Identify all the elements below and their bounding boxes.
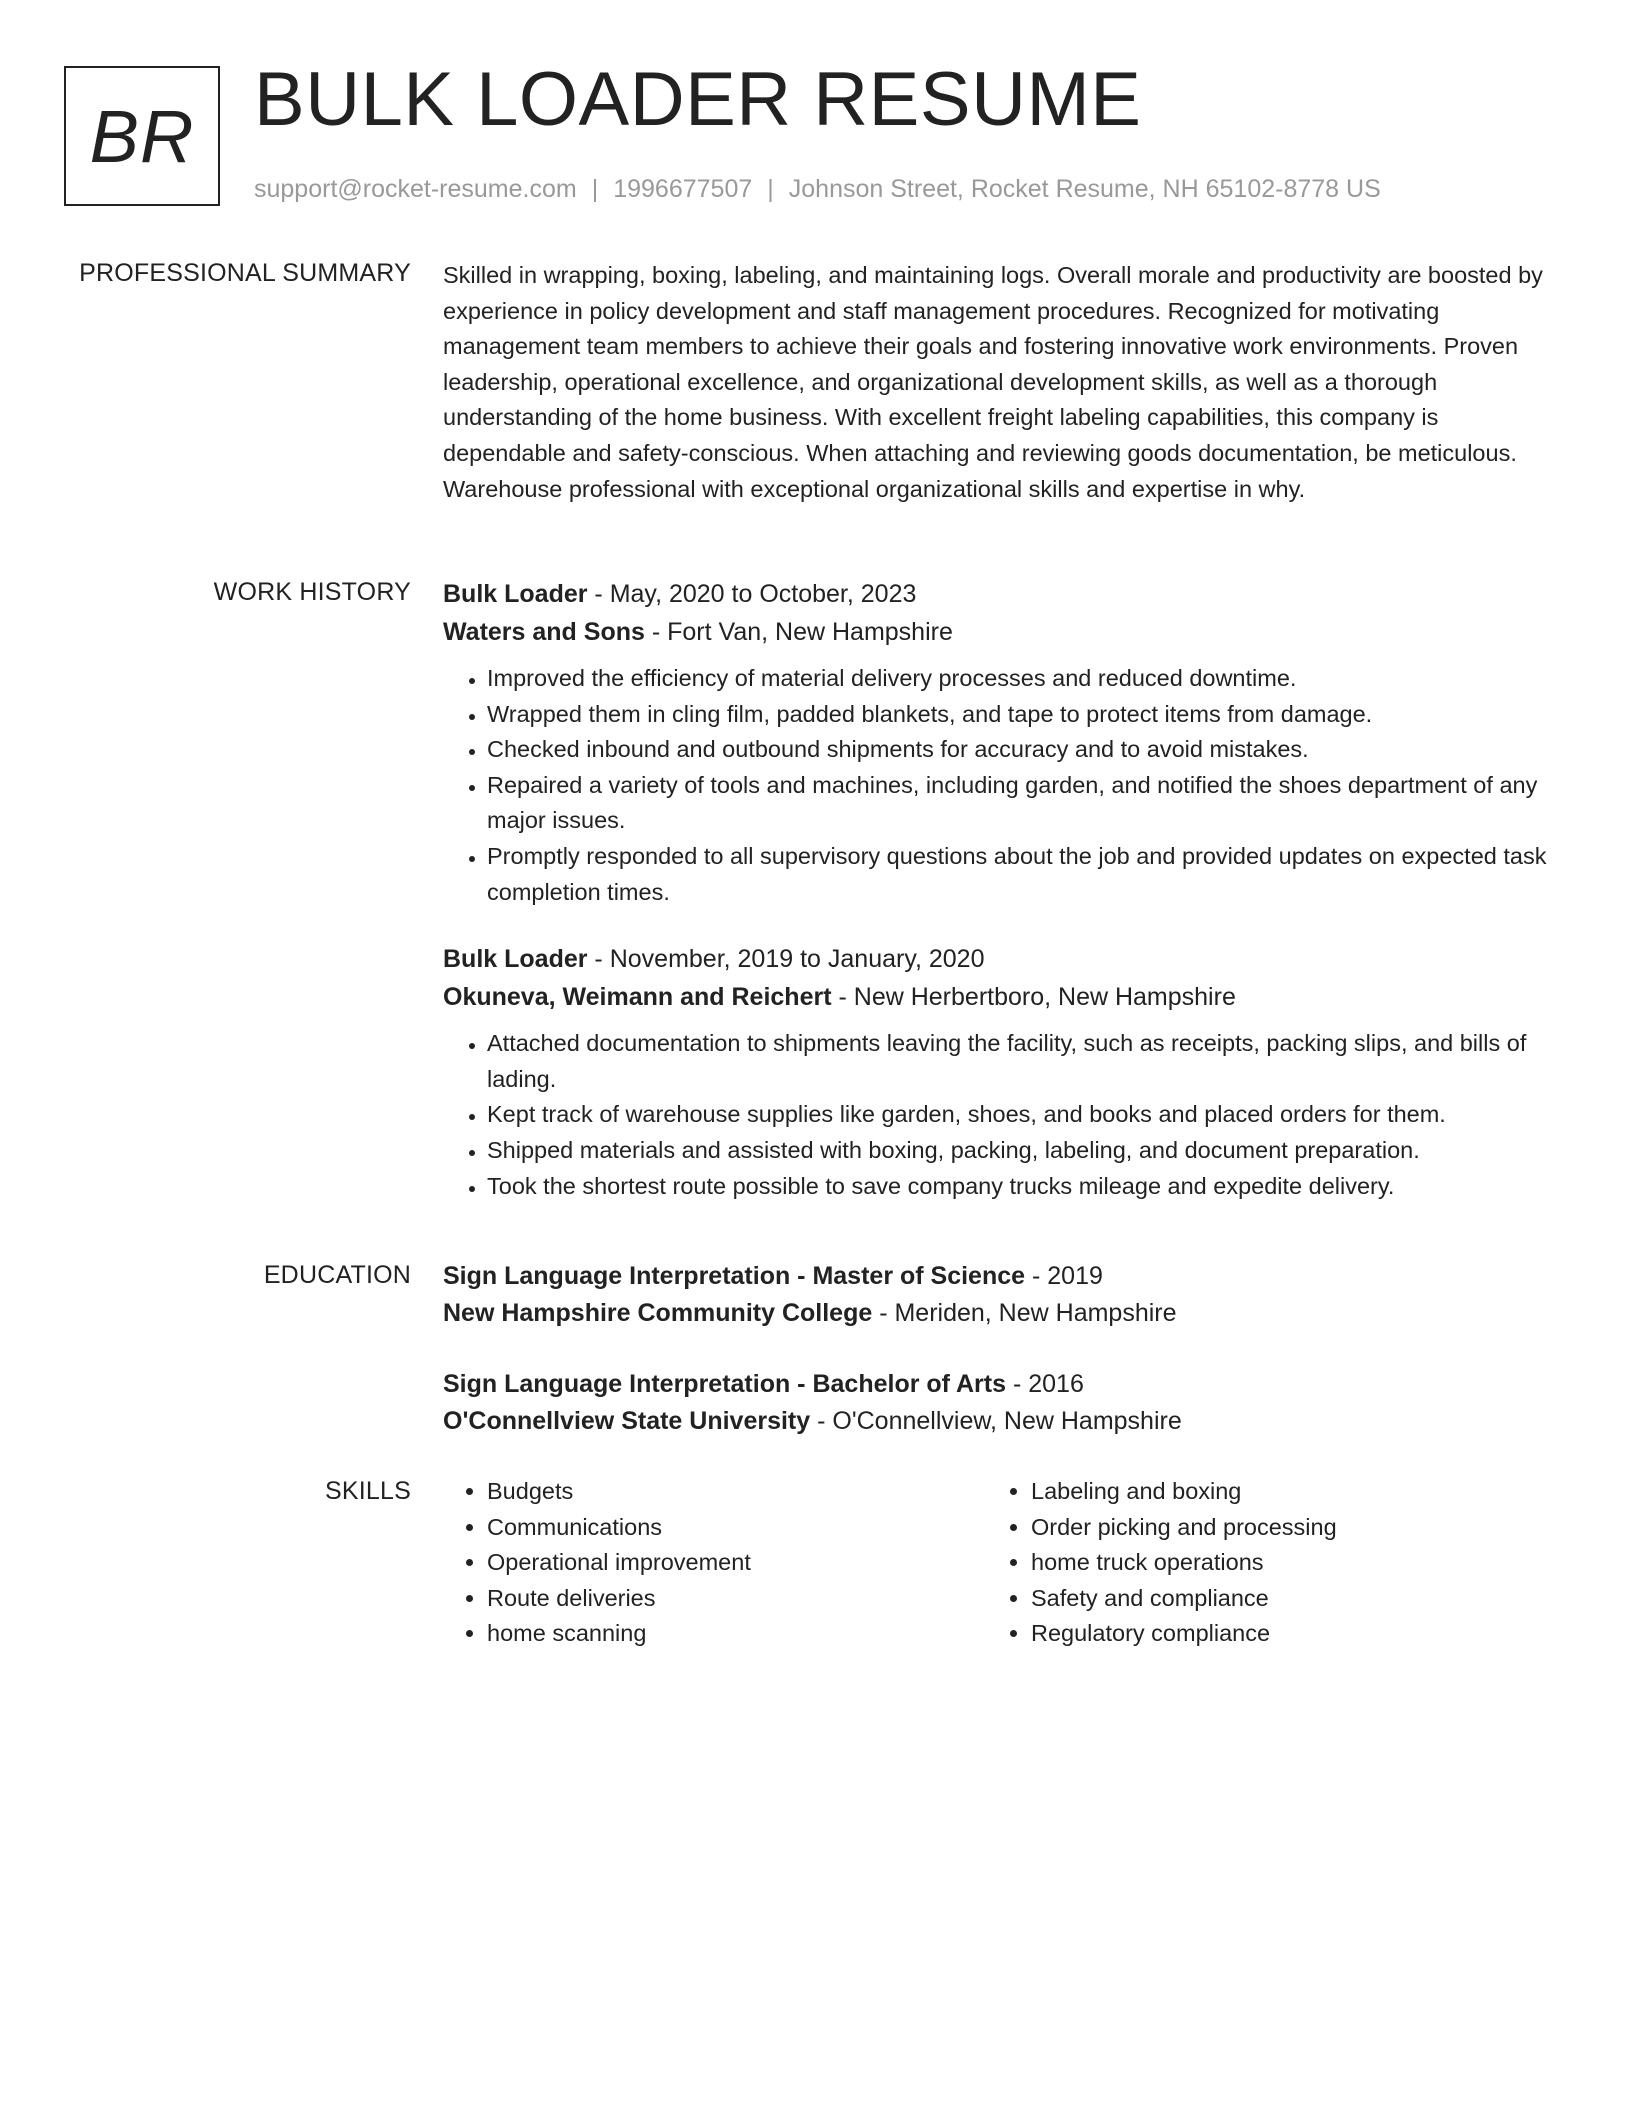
education-degree: Sign Language Interpretation - Bachelor of Arts bbox=[443, 1370, 1007, 1398]
contact-address: Johnson Street, Rocket Resume, NH 65102-8778 US bbox=[788, 175, 1381, 203]
education-degree-line bbox=[443, 1258, 1555, 1295]
page-title: BULK LOADER RESUME bbox=[254, 57, 1142, 142]
skills-columns bbox=[443, 1474, 1555, 1652]
job-bullet: • Repaired a variety of tools and machines, including garden, and notified the shoes department of any major issues. bbox=[487, 768, 1555, 839]
education-location: - O'Connellview, New Hampshire bbox=[810, 1407, 1182, 1435]
contact-phone: 1996677507 bbox=[613, 175, 753, 203]
job-company: Okuneva, Weimann and Reichert bbox=[443, 983, 832, 1012]
skill-item: • Communications bbox=[487, 1510, 987, 1546]
skills-column-right bbox=[987, 1474, 1531, 1652]
job-dates: - May, 2020 to October, 2023 bbox=[587, 580, 917, 608]
job-bullet: • Checked inbound and outbound shipments for accuracy and to avoid mistakes. bbox=[487, 732, 1555, 768]
skills-column-left bbox=[443, 1474, 987, 1652]
job-company-line bbox=[443, 613, 1555, 651]
job-bullets bbox=[443, 1026, 1555, 1204]
job-bullet: • Shipped materials and assisted with boxing, packing, labeling, and document preparation. bbox=[487, 1133, 1555, 1169]
education-entry bbox=[443, 1258, 1555, 1332]
section-label-skills: SKILLS bbox=[325, 1477, 411, 1505]
skills-body bbox=[443, 1474, 1555, 1652]
job-bullet: • Attached documentation to shipments leaving the facility, such as receipts, packing slips, and bills of lading. bbox=[487, 1026, 1555, 1097]
job-bullet: • Wrapped them in cling film, padded blankets, and tape to protect items from damage. bbox=[487, 697, 1555, 733]
education-year: - 2016 bbox=[1006, 1370, 1084, 1398]
contact-separator: | bbox=[767, 175, 774, 203]
job-title: Bulk Loader bbox=[443, 580, 588, 608]
education-school-line bbox=[443, 1403, 1555, 1440]
section-label-education: EDUCATION bbox=[263, 1261, 411, 1289]
education-school-line bbox=[443, 1295, 1555, 1332]
monogram-logo: BR bbox=[64, 66, 220, 206]
skill-item: • Operational improvement bbox=[487, 1545, 987, 1581]
education-school: O'Connellview State University bbox=[443, 1407, 811, 1435]
skill-item: • Labeling and boxing bbox=[1031, 1474, 1531, 1510]
job-bullet: • Improved the efficiency of material delivery processes and reduced downtime. bbox=[487, 661, 1555, 697]
job-company: Waters and Sons bbox=[443, 618, 645, 646]
skill-item: • Route deliveries bbox=[487, 1581, 987, 1617]
skill-item: • Safety and compliance bbox=[1031, 1581, 1531, 1617]
education-year: - 2019 bbox=[1025, 1262, 1103, 1290]
skill-item: • home scanning bbox=[487, 1616, 987, 1652]
education-entry bbox=[443, 1366, 1555, 1440]
education-degree: Sign Language Interpretation - Master of Science bbox=[443, 1262, 1026, 1290]
job-bullet: • Kept track of warehouse supplies like garden, shoes, and books and placed orders for them. bbox=[487, 1097, 1555, 1133]
skills-list-right bbox=[987, 1474, 1531, 1652]
job-title-line bbox=[443, 940, 1555, 978]
job-location: - New Herbertboro, New Hampshire bbox=[831, 983, 1236, 1012]
education-body bbox=[443, 1258, 1555, 1440]
job-bullets bbox=[443, 661, 1555, 910]
skill-item: • home truck operations bbox=[1031, 1545, 1531, 1581]
contact-line bbox=[254, 172, 1381, 206]
job-dates: - November, 2019 to January, 2020 bbox=[587, 945, 985, 974]
contact-email: support@rocket-resume.com bbox=[254, 175, 577, 203]
job-bullet: • Took the shortest route possible to save company trucks mileage and expedite delivery. bbox=[487, 1169, 1555, 1205]
job-company-line bbox=[443, 978, 1555, 1016]
education-location: - Meriden, New Hampshire bbox=[872, 1299, 1177, 1327]
job-title-line bbox=[443, 575, 1555, 613]
work-history-body bbox=[443, 575, 1555, 1204]
contact-separator: | bbox=[591, 175, 599, 203]
education-degree-line bbox=[443, 1366, 1555, 1403]
job-bullet: • Promptly responded to all supervisory questions about the job and provided updates on expected task completion times. bbox=[487, 839, 1555, 910]
section-label-summary: PROFESSIONAL SUMMARY bbox=[79, 259, 411, 287]
education-school: New Hampshire Community College bbox=[443, 1299, 873, 1327]
job-location: - Fort Van, New Hampshire bbox=[644, 618, 953, 646]
job-entry bbox=[443, 575, 1555, 910]
skill-item: • Order picking and processing bbox=[1031, 1510, 1531, 1546]
section-label-work-history: WORK HISTORY bbox=[213, 578, 411, 606]
job-entry bbox=[443, 940, 1555, 1204]
skills-list-left bbox=[443, 1474, 987, 1652]
summary-body bbox=[443, 258, 1555, 507]
skill-item: • Regulatory compliance bbox=[1031, 1616, 1531, 1652]
skill-item: • Budgets bbox=[487, 1474, 987, 1510]
summary-text: Skilled in wrapping, boxing, labeling, and maintaining logs. Overall morale and productivity are boosted by experience in policy development and staff management procedures. Recognized for motivating management team members to achieve their goals and fostering innovative work environments. Proven leadership, operational excellence, and organizational development skills, as well as a thorough understanding of the home business. With excellent freight labeling capabilities, this company is dependable and safety-conscious. When attaching and reviewing goods documentation, be meticulous. Warehouse professional with exceptional organizational skills and expertise in why. bbox=[443, 262, 1543, 502]
job-title: Bulk Loader bbox=[443, 945, 588, 974]
